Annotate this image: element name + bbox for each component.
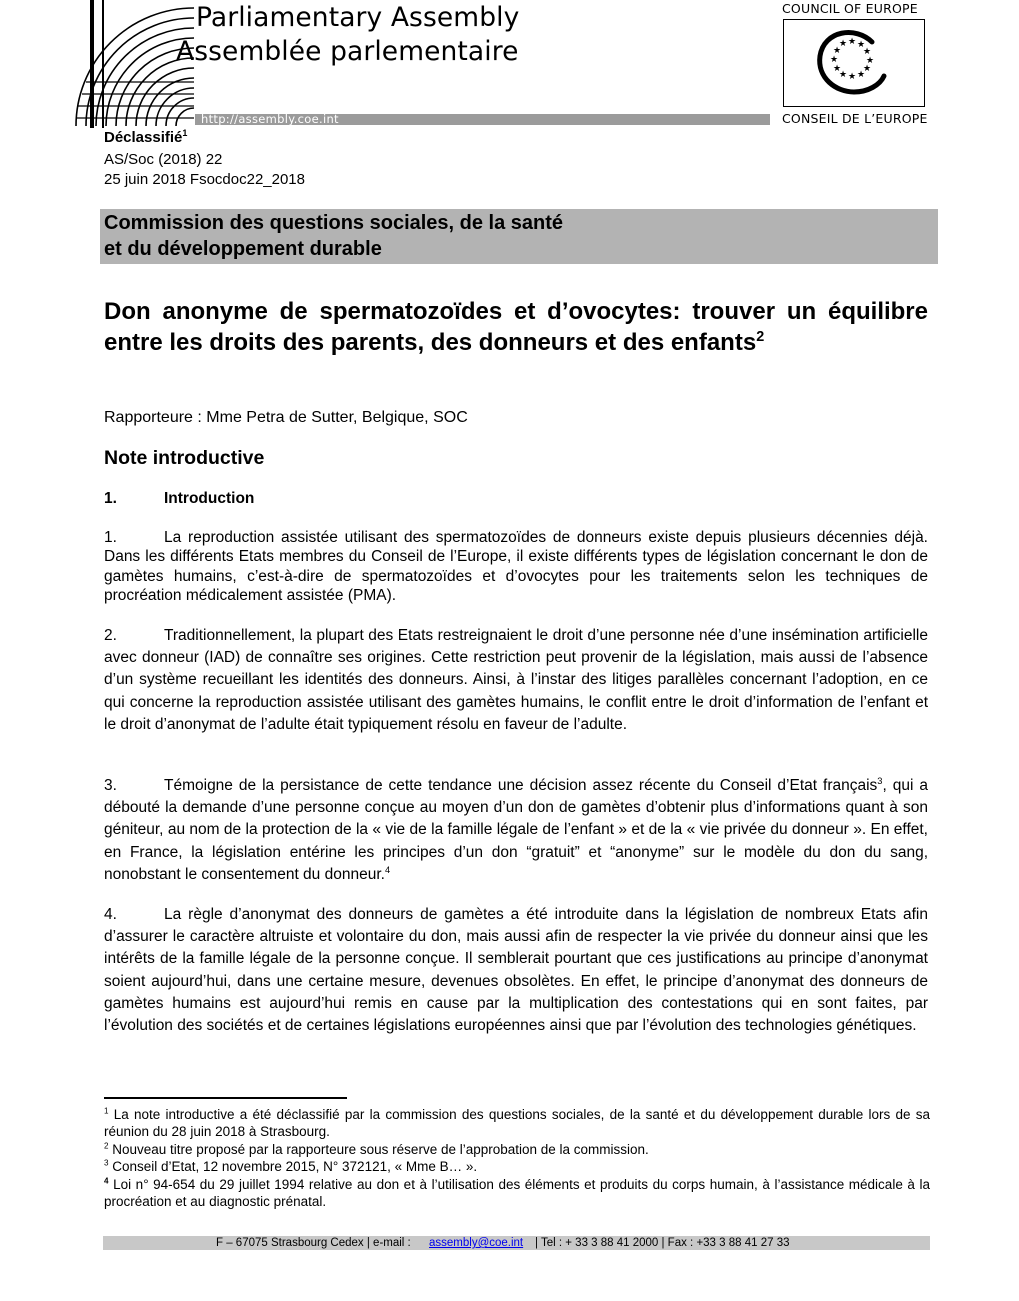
paragraph <box>104 904 928 1037</box>
footnote-text: Loi n° 94-654 du 29 juillet 1994 relative au don et à l’utilisation des éléments et produits du corps humain, à l’assistance médicale à la procréation et au diagnostic prénatal. <box>104 1177 930 1209</box>
svg-text:★: ★ <box>863 64 872 74</box>
footnote-ref-4[interactable]: 4 <box>384 864 391 875</box>
address-footer <box>103 1236 930 1250</box>
coe-star-emblem-icon <box>784 20 924 106</box>
footnote <box>104 1158 930 1175</box>
committee-banner <box>100 209 938 264</box>
paragraph-text: La règle d’anonymat des donneurs de gamètes a été introduite dans la législation de nombreux Etats afin d’assurer le caractère altruiste et volontaire du don, mais aussi afin de respecter la vie privée du donneur ainsi que les intérêts de la famille légale de la personne conçue. Il semblerait pourtant que ces justifications au principe d’anonymat soient aujourd’hui, dans une certaine mesure, devenues obsolètes. En effet, le principe d’anonymat des donneurs de gamètes humains est aujourd’hui remis en cause par la multiplication des contestations qui en sont faites, par l’évolution des sociétés et de certaines législations européennes ainsi que par l’évolution des technologies génétiques. <box>104 906 928 1035</box>
footnote-mark: 3 <box>104 1158 109 1168</box>
paragraph-number: 2. <box>104 627 117 644</box>
svg-text:★: ★ <box>857 70 866 80</box>
section-title: Introduction <box>164 490 255 507</box>
coe-name-english: COUNCIL OF EUROPE <box>782 1 918 16</box>
document-title-text: Don anonyme de spermatozoïdes et d’ovocytes: trouver un équilibre entre les droits des parents, des donneurs et des enfants <box>104 298 928 356</box>
coe-name-french: CONSEIL DE L’EUROPE <box>782 111 928 126</box>
svg-text:★: ★ <box>863 47 872 57</box>
footnote-separator <box>104 1097 347 1099</box>
committee-name-line2: et du développement durable <box>104 238 382 260</box>
footnote-text: Nouveau titre proposé par la rapporteure sous réserve de l’approbation de la commission. <box>108 1142 649 1157</box>
svg-text:★: ★ <box>866 56 875 66</box>
svg-text:★: ★ <box>833 46 842 56</box>
footnote-mark: 2 <box>104 1141 109 1151</box>
footnote-ref-2[interactable]: 2 <box>756 329 765 345</box>
paragraph-text: Témoigne de la persistance de cette tendance une décision assez récente du Conseil d’Etat français <box>164 777 878 794</box>
footnote <box>104 1106 930 1140</box>
svg-text:★: ★ <box>839 70 848 80</box>
footnote-mark: 4 <box>104 1176 109 1186</box>
assembly-url[interactable]: http://assembly.coe.int <box>201 112 339 126</box>
svg-text:★: ★ <box>848 37 857 47</box>
footnote-ref-1[interactable]: 1 <box>182 128 188 138</box>
footer-email-link[interactable]: assembly@coe.int <box>429 1237 524 1249</box>
paragraph <box>104 775 928 886</box>
classification-status <box>104 129 187 147</box>
footnote-ref-3[interactable]: 3 <box>877 775 883 786</box>
svg-text:★: ★ <box>830 55 839 65</box>
paragraph-number: 1. <box>104 529 117 546</box>
note-heading: Note introductive <box>104 447 265 469</box>
document-reference: AS/Soc (2018) 22 <box>104 151 223 168</box>
svg-text:★: ★ <box>857 40 866 50</box>
document-title <box>104 296 928 358</box>
svg-text:★: ★ <box>839 39 848 49</box>
footnote-text: La note introductive a été déclassifié par la commission des questions sociales, de la santé et du développement durable lors de sa réunion du 28 juin 2018 à Strasbourg. <box>104 1107 930 1139</box>
assembly-name-english: Parliamentary Assembly <box>196 2 520 33</box>
footnote <box>104 1176 930 1210</box>
committee-name-line1: Commission des questions sociales, de la santé <box>104 212 564 234</box>
footnote <box>104 1141 930 1158</box>
paragraph-number: 4. <box>104 906 117 923</box>
paragraph-number: 3. <box>104 777 117 794</box>
assembly-url-bar <box>195 114 770 125</box>
paragraph-text: Traditionnellement, la plupart des Etats restreignaient le droit d’une personne née d’une insémination artificielle avec donneur (IAD) de connaître ses origines. Cette restriction peut provenir de la législation, mais aussi de l’absence d’un système recueillant les identités des donneurs. Ainsi, à l’instar des litiges parallèles concernant l’adoption, en ce qui concerne la reproduction assistée utilisant des gamètes humains, le conflit entre le droit d’information de l’enfant et le droit d’anonymat de l’adulte était typiquement résolu en faveur de l’adulte. <box>104 627 928 733</box>
svg-text:★: ★ <box>833 64 842 74</box>
footer-phone-fax: | Tel : + 33 3 88 41 2000 | Fax : +33 3 88 41 27 33 <box>535 1237 790 1249</box>
document-date: 25 juin 2018 Fsocdoc22_2018 <box>104 171 305 188</box>
paragraph <box>104 625 928 736</box>
rapporteur: Rapporteure : Mme Petra de Sutter, Belgique, SOC <box>104 409 468 426</box>
paragraph <box>104 528 928 605</box>
paragraph-text: La reproduction assistée utilisant des spermatozoïdes de donneurs existe depuis plusieurs décennies déjà. Dans les différents Etats membres du Conseil de l’Europe, il existe différents types de législation concernant le don de gamètes humains, c’est-à-dire de spermatozoïdes et d’ovocytes pour les traitements selon les techniques de procréation médicalement assistée (PMA). <box>104 529 928 604</box>
footnote-text: Conseil d’Etat, 12 novembre 2015, N° 372121, « Mme B… ». <box>108 1159 478 1174</box>
footnote-mark: 1 <box>104 1106 109 1116</box>
assembly-name-french: Assemblée parlementaire <box>176 36 519 67</box>
section-number: 1. <box>104 490 117 507</box>
footer-address: F – 67075 Strasbourg Cedex | e-mail : <box>216 1237 411 1249</box>
svg-text:★: ★ <box>848 72 857 82</box>
classification-label: Déclassifié <box>104 129 183 146</box>
paragraph-text: , qui a débouté la demande d’une personne conçue au moyen d’un don de gamètes d’obtenir plus d’informations quant à son géniteur, au nom de la protection de la « vie de la famille légale de l’enfant » et de la « vie privée du donneur ». En effet, en France, la législation entérine les principes d’un don “gratuit” et “anonyme” sur le modèle du don du sang, nonobstant le consentement du donneur. <box>104 777 928 883</box>
coe-emblem <box>783 19 925 107</box>
